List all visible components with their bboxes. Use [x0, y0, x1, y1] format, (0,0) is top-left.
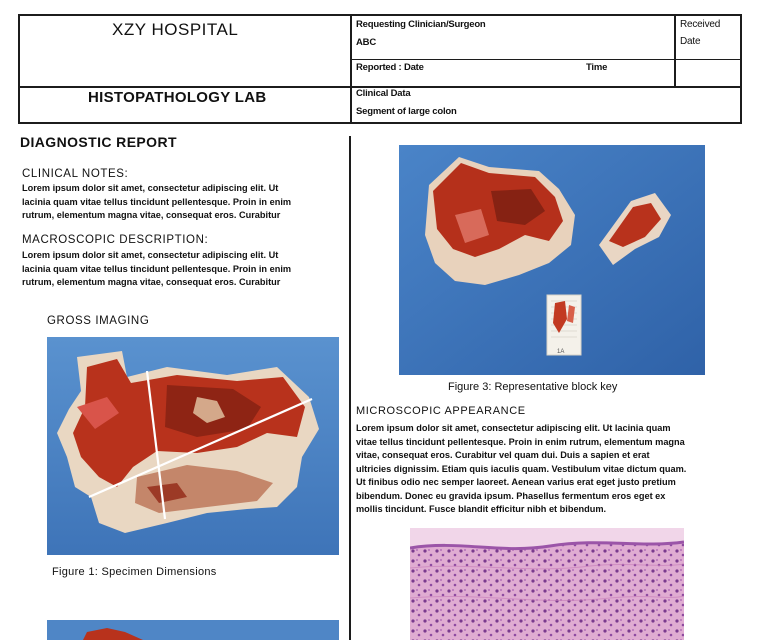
- gross-imaging-heading: GROSS IMAGING: [47, 315, 150, 327]
- requesting-clinician-label: Requesting Clinician/Surgeon: [356, 19, 486, 30]
- received-date-label: Date: [680, 36, 701, 47]
- reported-date-label: Reported : Date: [356, 62, 424, 73]
- block-label: 1A: [557, 349, 565, 355]
- histology-image: [410, 528, 684, 640]
- macroscopic-text: Lorem ipsum dolor sit amet, consectetur adipiscing elit. Ut lacinia quam vitae tellus tincidunt pellentesque. Proin in enim rutrum, elementum magna vitae, consequat eros. Curabitur: [22, 250, 292, 287]
- received-label: Received: [680, 19, 721, 30]
- time-label: Time: [586, 62, 608, 73]
- figure-3-caption: Figure 3: Representative block key: [448, 381, 618, 393]
- clinical-notes-text: Lorem ipsum dolor sit amet, consectetur adipiscing elit. Ut lacinia quam vitae tellus tincidunt pellentesque. Proin in enim rutrum, elementum magna vitae, consequat eros. Curabitur: [22, 183, 292, 220]
- lab-name: HISTOPATHOLOGY LAB: [88, 89, 267, 106]
- specimen-photo-3: [399, 145, 705, 375]
- requesting-clinician-value: ABC: [356, 37, 376, 48]
- macroscopic-heading: MACROSCOPIC DESCRIPTION:: [22, 234, 209, 246]
- microscopic-text: Lorem ipsum dolor sit amet, consectetur adipiscing elit. Ut lacinia quam vitae tellus tincidunt pellentesque. Proin in enim rutrum, elementum magna vitae, consequat eros. Curabitur vel quam dui. Duis a sapien et erat ultricies dignissim. Etiam quis iaculis quam. Vestibulum vitae dictum quam. Ut finibus odio nec semper laoreet. Aenean varius erat eget justo pretium bibendum. Donec eu gravida ipsum. Phasellus fermentum eros eget ex mollis tincidunt. Fusce blandit efficitur nibh et bibendum.: [356, 423, 687, 514]
- hospital-name: XZY HOSPITAL: [112, 20, 239, 39]
- clinical-data-label: Clinical Data: [356, 88, 411, 99]
- column-divider: [349, 136, 351, 640]
- clinical-notes-heading: CLINICAL NOTES:: [22, 168, 129, 180]
- clinical-data-value: Segment of large colon: [356, 106, 457, 117]
- specimen-photo-1: [47, 337, 339, 555]
- specimen-photo-2: [47, 620, 339, 640]
- figure-1-caption: Figure 1: Specimen Dimensions: [52, 566, 217, 578]
- report-title: DIAGNOSTIC REPORT: [20, 134, 177, 150]
- microscopic-heading: MICROSCOPIC APPEARANCE: [356, 405, 526, 417]
